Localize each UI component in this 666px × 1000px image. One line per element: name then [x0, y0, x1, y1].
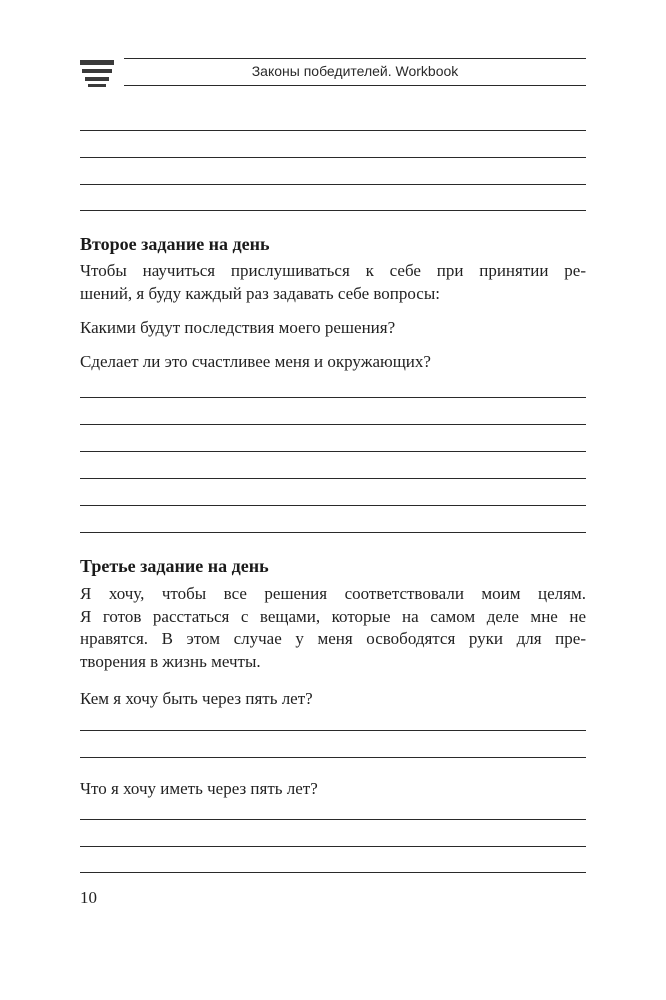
- answer-line: [80, 872, 586, 873]
- answer-line: [80, 532, 586, 533]
- paragraph-line: Чтобы научиться прислушиваться к себе при принятии ре-: [80, 261, 586, 280]
- page-number: 10: [80, 888, 97, 907]
- running-header-title: Законы победителей. Workbook: [251, 63, 459, 79]
- section-heading-third-task: Третье задание на день: [80, 556, 269, 576]
- answer-line: [80, 757, 586, 758]
- question-text: Кем я хочу быть через пять лет?: [80, 689, 313, 708]
- answer-line: [80, 210, 586, 211]
- section-intro-paragraph: [80, 583, 586, 674]
- answer-line: [80, 819, 586, 820]
- paragraph-line: Я хочу, чтобы все решения соответствовали моим целям.: [80, 584, 586, 603]
- answer-line: [80, 184, 586, 185]
- question-text: Что я хочу иметь через пять лет?: [80, 779, 318, 798]
- answer-line: [80, 397, 586, 398]
- answer-line: [80, 846, 586, 847]
- answer-line: [80, 130, 586, 131]
- answer-line: [80, 478, 586, 479]
- paragraph-line: шений, я буду каждый раз задавать себе вопросы:: [80, 283, 440, 303]
- paragraph-line: Я готов расстаться с вещами, которые на самом деле мне не: [80, 606, 586, 626]
- answer-line: [80, 730, 586, 731]
- section-heading-second-task: Второе задание на день: [80, 234, 270, 254]
- question-text: Сделает ли это счастливее меня и окружающих?: [80, 352, 431, 371]
- answer-line: [80, 451, 586, 452]
- header-rule-bottom: [124, 85, 586, 86]
- answer-line: [80, 157, 586, 158]
- paragraph-line: нравятся. В этом случае у меня освободятся руки для пре-: [80, 629, 586, 649]
- question-text: Какими будут последствия моего решения?: [80, 318, 396, 337]
- section-intro-paragraph: [80, 260, 586, 305]
- answer-line: [80, 505, 586, 506]
- paragraph-line: творения в жизнь мечты.: [80, 652, 261, 672]
- header-rule-top: [124, 58, 586, 59]
- answer-line: [80, 424, 586, 425]
